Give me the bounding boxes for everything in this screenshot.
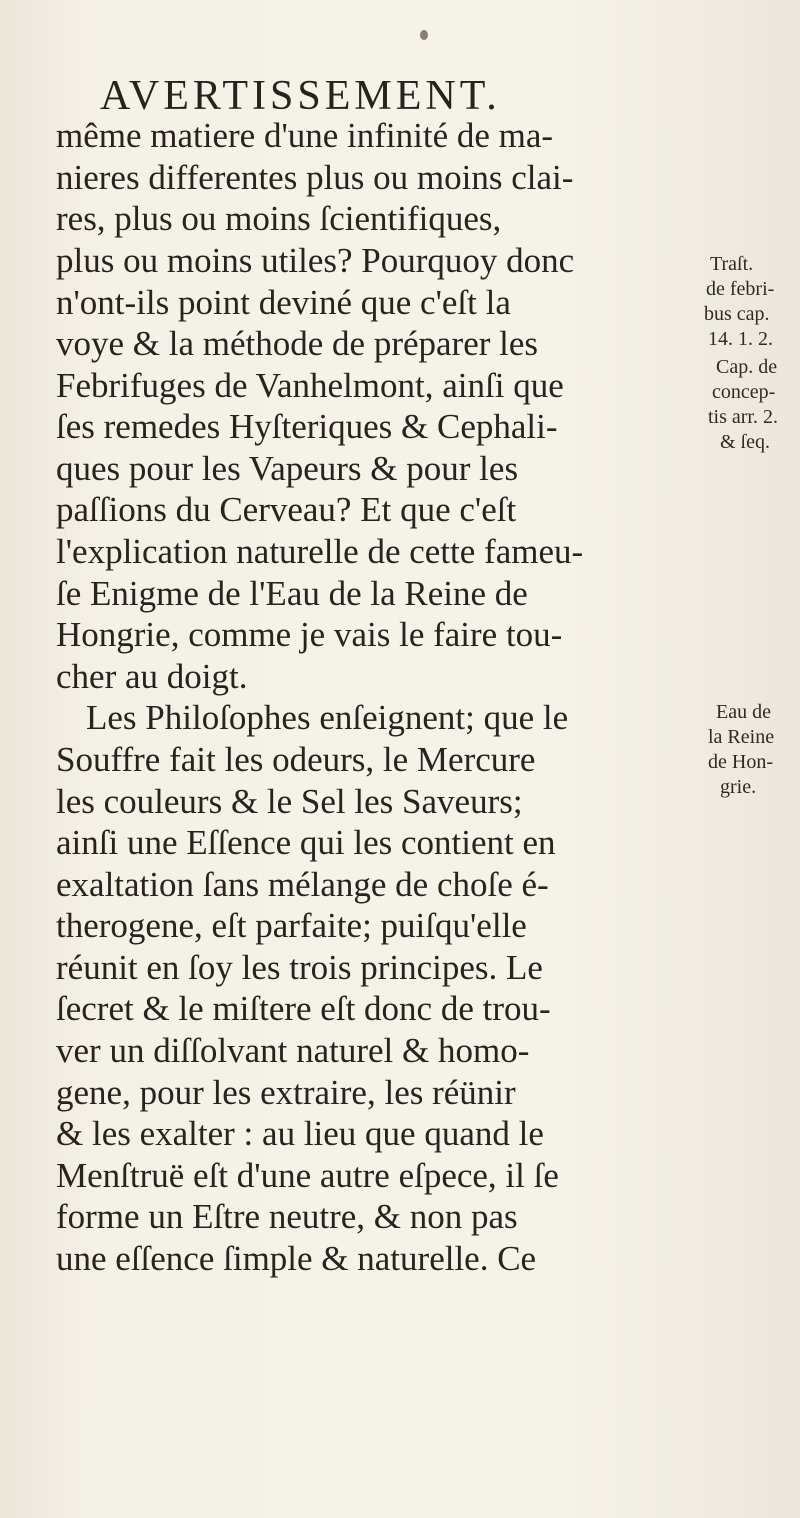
running-header: AVERTISSEMENT. (100, 73, 501, 119)
text-line-23: ver un diſſolvant naturel & homo- (56, 1031, 530, 1070)
text-line-18: ainſi une Eſſence qui les contient en (56, 823, 556, 862)
margin-note-9: Eau de (716, 701, 771, 723)
margin-note-7: tis arr. 2. (708, 406, 778, 428)
text-line-12: ſe Enigme de l'Eau de la Reine de (56, 574, 528, 613)
margin-note-8: & ſeq. (720, 431, 770, 453)
text-line-4: plus ou moins utiles? Pourquoy donc (56, 241, 575, 280)
margin-note-12: grie. (720, 776, 757, 798)
text-line-6: voye & la méthode de préparer les (56, 324, 539, 363)
margin-note-6: concep- (712, 381, 776, 403)
text-line-11: l'explication naturelle de cette fameu- (56, 532, 584, 571)
text-line-27: forme un Eſtre neutre, & non pas (56, 1197, 518, 1236)
text-line-10: paſſions du Cerveau? Et que c'eſt (56, 490, 517, 529)
text-line-14: cher au doigt. (56, 657, 248, 696)
text-line-2: nieres differentes plus ou moins clai- (56, 158, 574, 197)
text-line-21: réunit en ſoy les trois principes. Le (56, 948, 543, 987)
text-line-17: les couleurs & le Sel les Saveurs; (56, 782, 523, 821)
ink-spot (420, 30, 428, 40)
text-line-3: res, plus ou moins ſcientifiques, (56, 199, 502, 238)
text-line-19: exaltation ſans mélange de choſe é- (56, 865, 549, 904)
margin-note-1: Traſt. (710, 253, 754, 275)
margin-note-5: Cap. de (716, 356, 778, 378)
text-line-16: Souffre fait les odeurs, le Mercure (56, 740, 536, 779)
margin-note-3: bus cap. (704, 303, 770, 325)
text-line-26: Menſtruë eſt d'une autre eſpece, il ſe (56, 1156, 559, 1195)
text-line-28: une eſſence ſimple & naturelle. Ce (56, 1239, 537, 1278)
margin-note-4: 14. 1. 2. (708, 328, 773, 350)
margin-note-2: de febri- (706, 278, 775, 300)
text-line-22: ſecret & le miſtere eſt donc de trou- (56, 989, 551, 1028)
text-line-1: même matiere d'une infinité de ma- (56, 116, 554, 155)
text-line-5: n'ont-ils point deviné que c'eſt la (56, 283, 511, 322)
text-line-8: ſes remedes Hyſteriques & Cephali- (56, 407, 558, 446)
margin-note-11: de Hon- (708, 751, 773, 773)
text-line-24: gene, pour les extraire, les réünir (56, 1073, 516, 1112)
text-line-9: ques pour les Vapeurs & pour les (56, 449, 519, 488)
text-line-25: & les exalter : au lieu que quand le (56, 1114, 544, 1153)
text-line-15: Les Philoſophes enſeignent; que le (86, 698, 569, 737)
text-line-7: Febrifuges de Vanhelmont, ainſi que (56, 366, 564, 405)
text-line-20: therogene, eſt parfaite; puiſqu'elle (56, 906, 527, 945)
margin-note-10: la Reine (708, 726, 775, 748)
text-line-13: Hongrie, comme je vais le faire tou- (56, 615, 563, 654)
